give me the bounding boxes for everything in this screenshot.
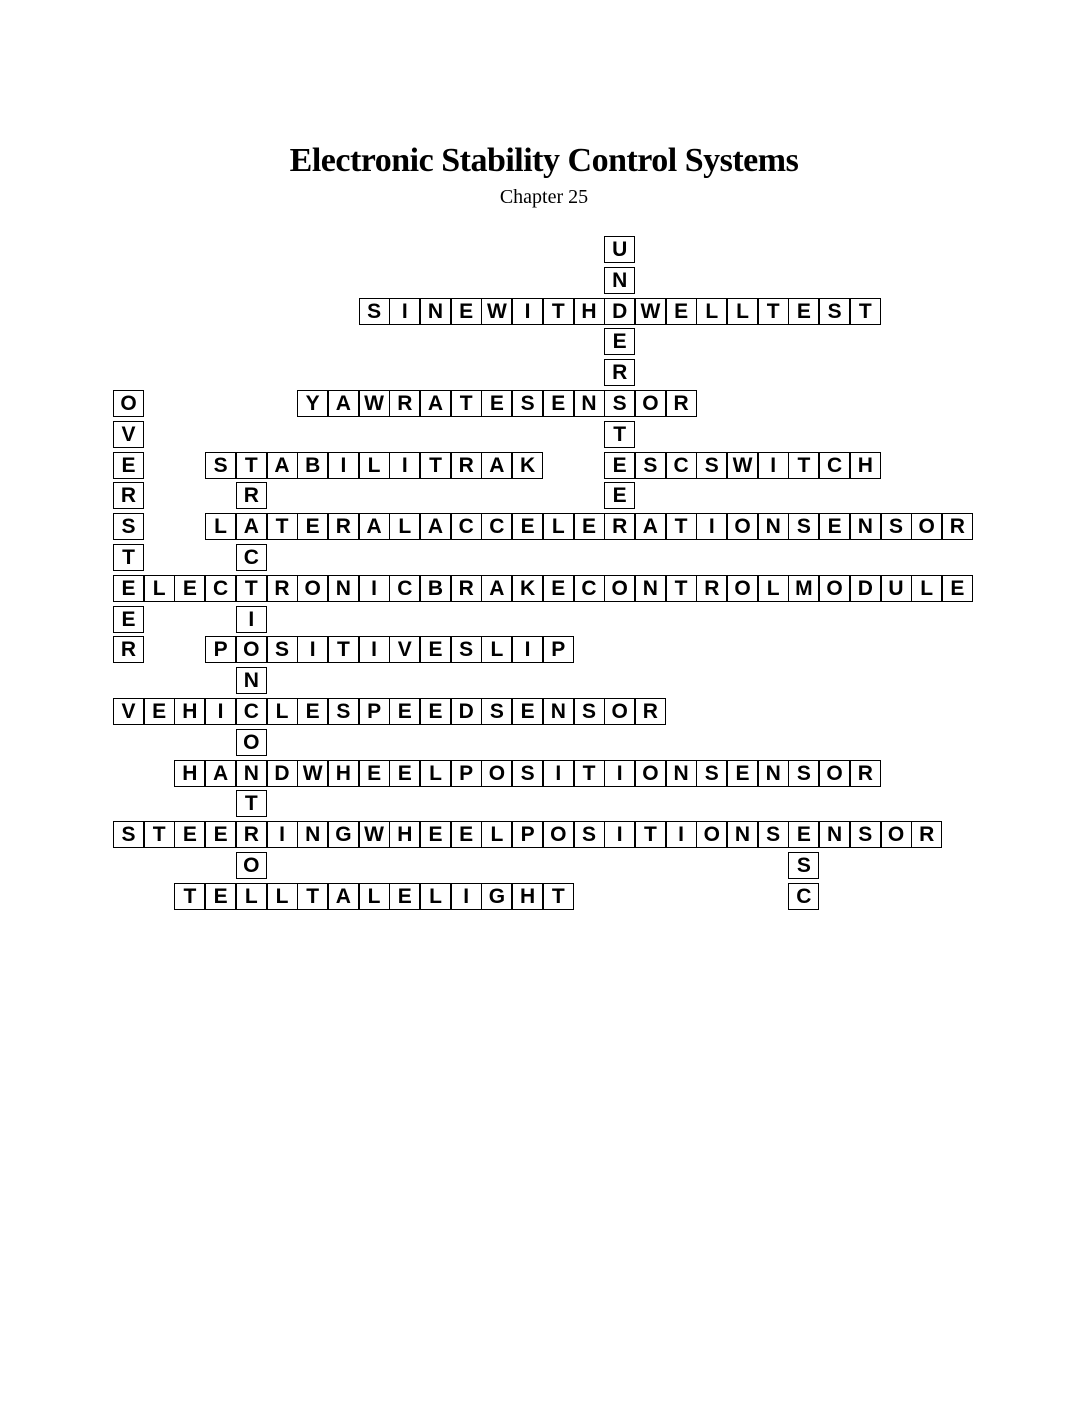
crossword-cell: O xyxy=(604,575,635,602)
crossword-cell: E xyxy=(205,821,236,848)
crossword-cell: R xyxy=(942,513,973,540)
crossword-cell: R xyxy=(635,698,666,725)
crossword-cell: P xyxy=(512,821,543,848)
crossword-cell: T xyxy=(451,390,482,417)
crossword-cell: L xyxy=(359,883,390,910)
crossword-cell: L xyxy=(911,575,942,602)
crossword-cell: V xyxy=(113,421,144,448)
crossword-cell: A xyxy=(481,452,512,479)
crossword-cell: E xyxy=(389,883,420,910)
crossword-cell: E xyxy=(451,298,482,325)
crossword-cell: S xyxy=(113,821,144,848)
crossword-cell: R xyxy=(328,513,359,540)
crossword-cell: I xyxy=(666,821,697,848)
crossword-cell: T xyxy=(788,452,819,479)
crossword-cell: V xyxy=(113,698,144,725)
crossword-cell: I xyxy=(512,636,543,663)
crossword-cell: T xyxy=(666,575,697,602)
crossword-cell: R xyxy=(604,513,635,540)
crossword-cell: G xyxy=(328,821,359,848)
crossword-cell: E xyxy=(389,760,420,787)
crossword-cell: S xyxy=(696,452,727,479)
crossword-cell: E xyxy=(420,821,451,848)
crossword-cell: R xyxy=(604,359,635,386)
crossword-cell: W xyxy=(359,821,390,848)
page-title: Electronic Stability Control Systems xyxy=(289,142,799,179)
crossword-cell: N xyxy=(574,390,605,417)
crossword-cell: E xyxy=(788,298,819,325)
crossword-cell: A xyxy=(205,760,236,787)
crossword-cell: O xyxy=(113,390,144,417)
crossword-cell: D xyxy=(451,698,482,725)
crossword-cell: T xyxy=(297,883,328,910)
crossword-cell: I xyxy=(297,636,328,663)
crossword-cell: N xyxy=(236,760,267,787)
crossword-cell: R xyxy=(389,390,420,417)
crossword-cell: I xyxy=(359,636,390,663)
crossword-cell: E xyxy=(727,760,758,787)
crossword-cell: H xyxy=(850,452,881,479)
crossword-cell: E xyxy=(604,482,635,509)
crossword-cell: R xyxy=(666,390,697,417)
crossword-cell: T xyxy=(328,636,359,663)
crossword-cell: A xyxy=(267,452,298,479)
crossword-cell: D xyxy=(604,298,635,325)
crossword-cell: C xyxy=(819,452,850,479)
crossword-cell: O xyxy=(236,636,267,663)
crossword-cell: O xyxy=(297,575,328,602)
crossword-cell: O xyxy=(236,852,267,879)
crossword-cell: A xyxy=(481,575,512,602)
crossword-cell: L xyxy=(420,883,451,910)
crossword-cell: S xyxy=(850,821,881,848)
crossword-cell: W xyxy=(359,390,390,417)
crossword-cell: C xyxy=(236,698,267,725)
crossword-cell: W xyxy=(727,452,758,479)
crossword-cell: H xyxy=(328,760,359,787)
crossword-cell: B xyxy=(420,575,451,602)
crossword-cell: O xyxy=(604,698,635,725)
crossword-cell: P xyxy=(359,698,390,725)
crossword-cell: L xyxy=(359,452,390,479)
crossword-cell: S xyxy=(574,698,605,725)
crossword-cell: H xyxy=(174,698,205,725)
crossword-cell: S xyxy=(819,298,850,325)
crossword-cell: I xyxy=(696,513,727,540)
crossword-cell: S xyxy=(113,513,144,540)
crossword-cell: N xyxy=(236,667,267,694)
crossword-cell: E xyxy=(297,698,328,725)
crossword-cell: R xyxy=(451,452,482,479)
crossword-cell: I xyxy=(604,760,635,787)
crossword-cell: I xyxy=(604,821,635,848)
crossword-cell: E xyxy=(174,575,205,602)
crossword-cell: E xyxy=(819,513,850,540)
crossword-cell: L xyxy=(481,821,512,848)
crossword-cell: S xyxy=(604,390,635,417)
page-subtitle: Chapter 25 xyxy=(499,186,589,208)
crossword-cell: S xyxy=(481,698,512,725)
crossword-cell: E xyxy=(420,636,451,663)
crossword-cell: W xyxy=(297,760,328,787)
crossword-cell: W xyxy=(481,298,512,325)
crossword-cell: E xyxy=(389,698,420,725)
crossword-cell: E xyxy=(113,606,144,633)
crossword-cell: T xyxy=(543,298,574,325)
crossword-cell: E xyxy=(543,390,574,417)
crossword-cell: R xyxy=(113,636,144,663)
crossword-cell: U xyxy=(881,575,912,602)
crossword-cell: O xyxy=(236,729,267,756)
crossword-cell: A xyxy=(420,513,451,540)
crossword-cell: C xyxy=(574,575,605,602)
crossword-cell: N xyxy=(420,298,451,325)
crossword-cell: O xyxy=(696,821,727,848)
crossword-cell: S xyxy=(359,298,390,325)
crossword-cell: I xyxy=(328,452,359,479)
crossword-cell: I xyxy=(359,575,390,602)
crossword-cell: E xyxy=(359,760,390,787)
crossword-cell: C xyxy=(481,513,512,540)
crossword-cell: L xyxy=(236,883,267,910)
crossword-cell: T xyxy=(144,821,175,848)
crossword-cell: R xyxy=(850,760,881,787)
crossword-cell: S xyxy=(328,698,359,725)
crossword-cell: E xyxy=(574,513,605,540)
crossword-cell: K xyxy=(512,452,543,479)
crossword-cell: E xyxy=(512,698,543,725)
crossword-cell: P xyxy=(205,636,236,663)
crossword-cell: O xyxy=(727,575,758,602)
crossword-cell: O xyxy=(819,760,850,787)
crossword-cell: T xyxy=(635,821,666,848)
crossword-cell: S xyxy=(205,452,236,479)
crossword-cell: R xyxy=(451,575,482,602)
crossword-cell: T xyxy=(574,760,605,787)
crossword-cell: H xyxy=(174,760,205,787)
crossword-cell: O xyxy=(727,513,758,540)
crossword-cell: A xyxy=(635,513,666,540)
crossword-cell: N xyxy=(604,267,635,294)
crossword-cell: T xyxy=(604,421,635,448)
crossword-cell: H xyxy=(512,883,543,910)
crossword-cell: T xyxy=(113,544,144,571)
crossword-cell: R xyxy=(113,482,144,509)
crossword-cell: Y xyxy=(297,390,328,417)
crossword-cell: O xyxy=(911,513,942,540)
crossword-cell: S xyxy=(696,760,727,787)
crossword-cell: L xyxy=(205,513,236,540)
crossword-cell: I xyxy=(451,883,482,910)
crossword-cell: S xyxy=(512,760,543,787)
crossword-cell: O xyxy=(635,760,666,787)
crossword-cell: W xyxy=(635,298,666,325)
crossword-cell: E xyxy=(481,390,512,417)
crossword-cell: T xyxy=(174,883,205,910)
crossword-cell: C xyxy=(451,513,482,540)
crossword-cell: G xyxy=(481,883,512,910)
crossword-cell: T xyxy=(666,513,697,540)
crossword-cell: N xyxy=(666,760,697,787)
crossword-cell: A xyxy=(236,513,267,540)
crossword-cell: E xyxy=(297,513,328,540)
crossword-cell: R xyxy=(696,575,727,602)
crossword-cell: I xyxy=(512,298,543,325)
crossword-cell: T xyxy=(758,298,789,325)
crossword-cell: S xyxy=(512,390,543,417)
crossword-cell: A xyxy=(328,390,359,417)
crossword-cell: C xyxy=(788,883,819,910)
crossword-cell: E xyxy=(942,575,973,602)
crossword-cell: T xyxy=(420,452,451,479)
crossword-cell: O xyxy=(543,821,574,848)
crossword-cell: R xyxy=(911,821,942,848)
crossword-cell: L xyxy=(420,760,451,787)
crossword-cell: L xyxy=(758,575,789,602)
crossword-cell: T xyxy=(236,790,267,817)
crossword-cell: S xyxy=(758,821,789,848)
crossword-cell: O xyxy=(819,575,850,602)
crossword-cell: K xyxy=(512,575,543,602)
crossword-cell: O xyxy=(635,390,666,417)
crossword-cell: T xyxy=(543,883,574,910)
crossword-cell: I xyxy=(205,698,236,725)
crossword-cell: E xyxy=(451,821,482,848)
crossword-cell: E xyxy=(174,821,205,848)
crossword-cell: V xyxy=(389,636,420,663)
crossword-cell: N xyxy=(758,513,789,540)
crossword-cell: C xyxy=(236,544,267,571)
crossword-cell: U xyxy=(604,236,635,263)
crossword-cell: E xyxy=(543,575,574,602)
crossword-cell: D xyxy=(267,760,298,787)
crossword-cell: L xyxy=(727,298,758,325)
crossword-cell: A xyxy=(359,513,390,540)
crossword-cell: S xyxy=(267,636,298,663)
crossword-cell: P xyxy=(451,760,482,787)
crossword-cell: O xyxy=(481,760,512,787)
crossword-cell: D xyxy=(850,575,881,602)
crossword-cell: L xyxy=(389,513,420,540)
crossword-cell: S xyxy=(574,821,605,848)
crossword-cell: N xyxy=(758,760,789,787)
crossword-cell: I xyxy=(543,760,574,787)
crossword-cell: E xyxy=(604,328,635,355)
crossword-cell: B xyxy=(297,452,328,479)
crossword-cell: L xyxy=(267,883,298,910)
crossword-cell: C xyxy=(389,575,420,602)
crossword-cell: N xyxy=(819,821,850,848)
crossword-cell: I xyxy=(758,452,789,479)
crossword-cell: I xyxy=(389,452,420,479)
crossword-cell: S xyxy=(788,852,819,879)
crossword-cell: H xyxy=(389,821,420,848)
crossword-cell: N xyxy=(297,821,328,848)
crossword-cell: E xyxy=(420,698,451,725)
crossword-cell: O xyxy=(881,821,912,848)
crossword-cell: N xyxy=(543,698,574,725)
crossword-cell: E xyxy=(113,452,144,479)
crossword-cell: E xyxy=(144,698,175,725)
crossword-cell: R xyxy=(236,482,267,509)
crossword-cell: E xyxy=(666,298,697,325)
crossword-cell: N xyxy=(328,575,359,602)
crossword-cell: E xyxy=(604,452,635,479)
crossword-cell: E xyxy=(512,513,543,540)
crossword-cell: I xyxy=(389,298,420,325)
crossword-cell: S xyxy=(635,452,666,479)
crossword-cell: I xyxy=(236,606,267,633)
crossword-cell: C xyxy=(666,452,697,479)
crossword-cell: T xyxy=(236,575,267,602)
crossword-cell: T xyxy=(236,452,267,479)
crossword-cell: E xyxy=(113,575,144,602)
crossword-cell: A xyxy=(420,390,451,417)
crossword-cell: L xyxy=(267,698,298,725)
crossword-cell: E xyxy=(788,821,819,848)
crossword-cell: L xyxy=(543,513,574,540)
crossword-cell: N xyxy=(635,575,666,602)
crossword-cell: R xyxy=(236,821,267,848)
crossword-cell: L xyxy=(696,298,727,325)
crossword-cell: S xyxy=(451,636,482,663)
crossword-cell: M xyxy=(788,575,819,602)
crossword-cell: S xyxy=(788,513,819,540)
crossword-cell: E xyxy=(205,883,236,910)
crossword-cell: P xyxy=(543,636,574,663)
crossword-cell: L xyxy=(481,636,512,663)
crossword-cell: N xyxy=(727,821,758,848)
crossword-cell: A xyxy=(328,883,359,910)
crossword-cell: S xyxy=(881,513,912,540)
crossword-cell: S xyxy=(788,760,819,787)
crossword-cell: T xyxy=(267,513,298,540)
crossword-cell: N xyxy=(850,513,881,540)
crossword-cell: I xyxy=(267,821,298,848)
crossword-cell: R xyxy=(267,575,298,602)
crossword-cell: H xyxy=(574,298,605,325)
crossword-cell: T xyxy=(850,298,881,325)
crossword-cell: C xyxy=(205,575,236,602)
crossword-cell: L xyxy=(144,575,175,602)
